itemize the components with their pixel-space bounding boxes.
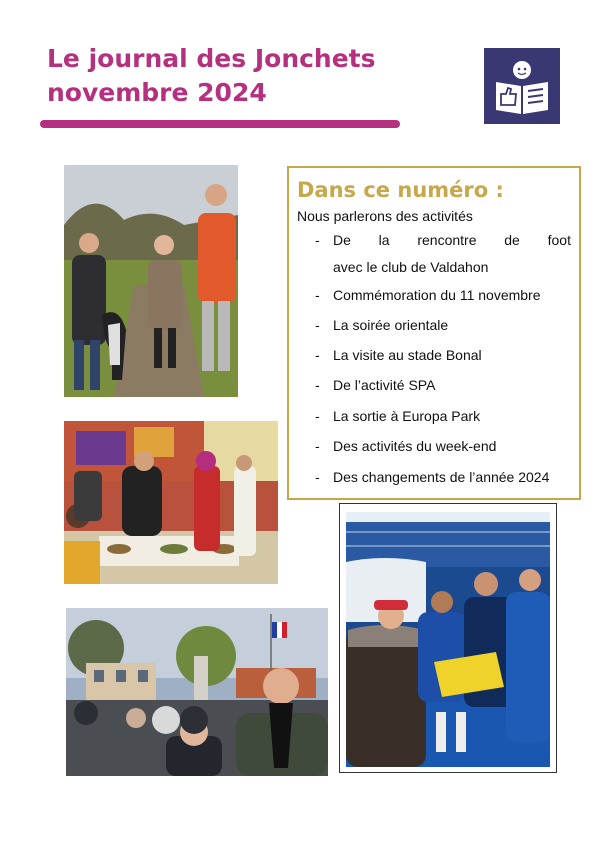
easy-read-icon [484,48,560,124]
list-dash: - [315,287,320,303]
list-dash: - [315,438,320,454]
list-item-text: La sortie à Europa Park [333,408,481,424]
list-dash: - [315,408,320,424]
list-item-line-1 [333,232,571,248]
title-underline [40,120,400,128]
list-dash: - [315,377,320,393]
title-line-1: Le journal des Jonchets [47,44,376,73]
summary-title: Dans ce numéro : [297,178,504,202]
photo-football-stadium [346,512,550,767]
word: de [504,232,520,248]
photo-oriental-evening [64,421,278,584]
word: rencontre [417,232,477,248]
list-item-text: La visite au stade Bonal [333,347,482,363]
title-line-2: novembre 2024 [47,78,267,107]
word: la [378,232,390,248]
word: foot [547,232,571,248]
list-item-text: De l’activité SPA [333,377,436,393]
list-item-text: Commémoration du 11 novembre [333,287,541,303]
list-item-line-2: avec le club de Valdahon [333,259,489,275]
summary-box [287,166,581,500]
photo-commemoration [66,608,328,776]
list-dash: - [315,469,320,485]
list-dash: - [315,317,320,333]
summary-intro: Nous parlerons des activités [297,208,473,224]
list-dash: - [315,347,320,363]
list-dash: - [315,232,320,248]
list-item-text: Des activités du week-end [333,438,497,454]
list-item-text: Des changements de l’année 2024 [333,469,550,485]
list-item-text: La soirée orientale [333,317,449,333]
photo-dog-walk [64,165,238,397]
word: De [333,232,351,248]
page-title [47,42,376,110]
